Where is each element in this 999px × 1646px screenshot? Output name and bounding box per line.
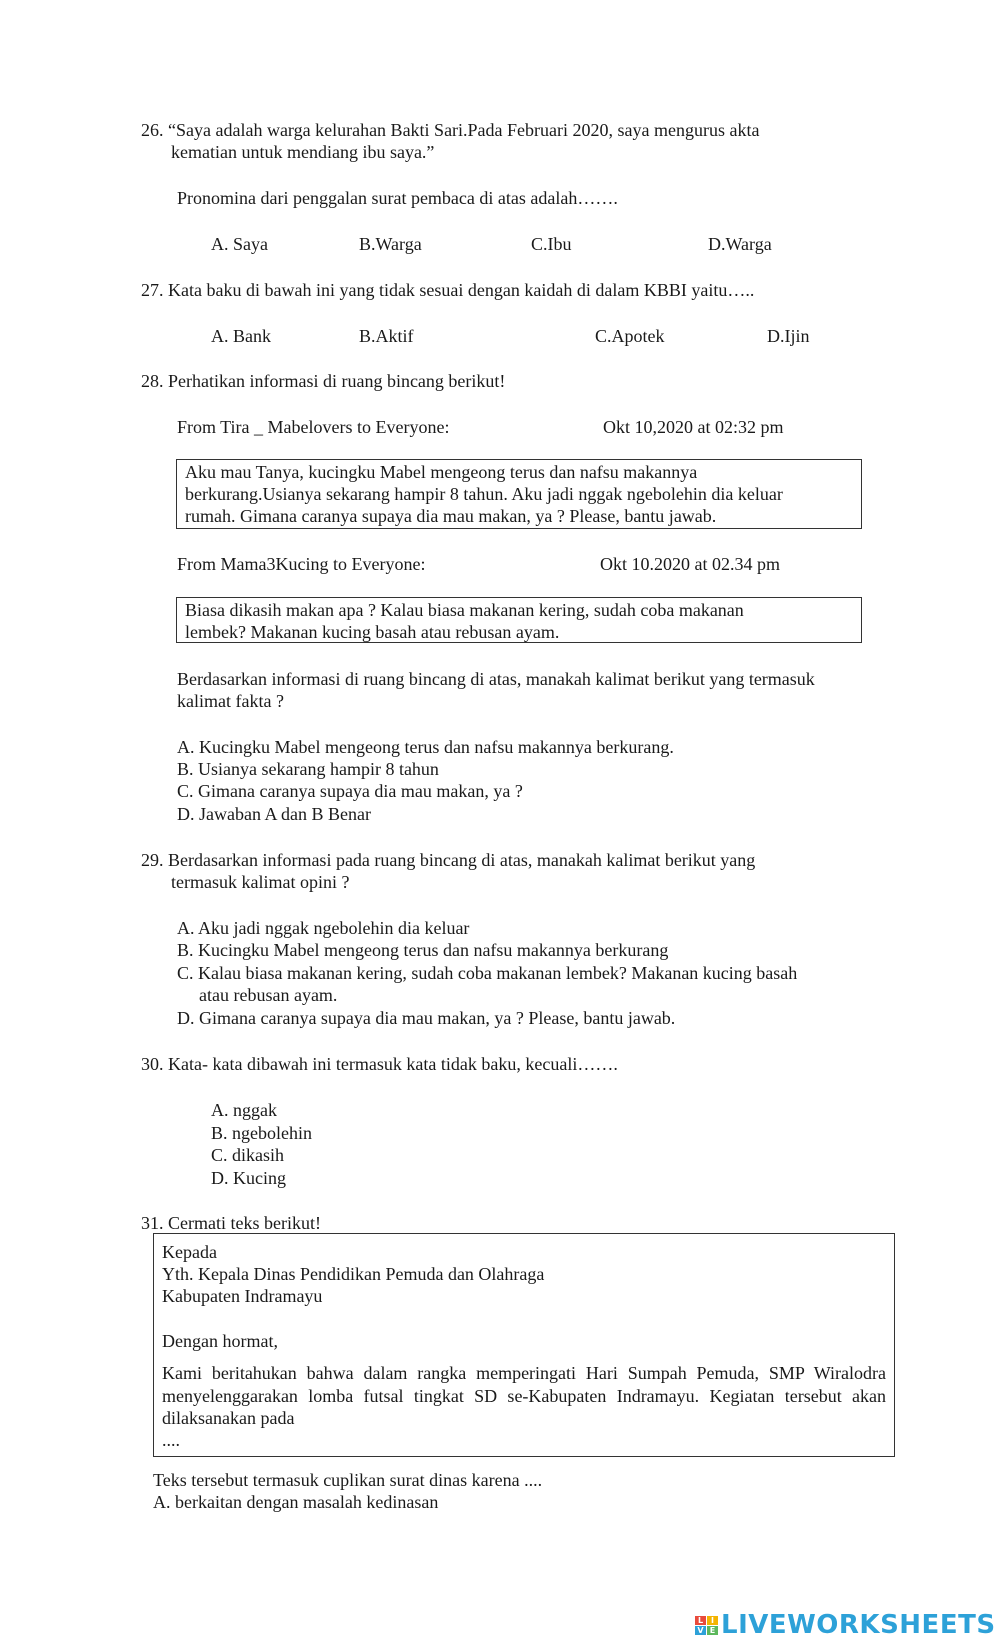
q26-line1: 26. “Saya adalah warga kelurahan Bakti Sari.Pada Februari 2020, saya mengurus akta bbox=[141, 120, 760, 140]
q30-option-a[interactable]: A. nggak bbox=[211, 1100, 277, 1120]
q26-line2: kematian untuk mendiang ibu saya.” bbox=[171, 142, 435, 162]
q29-option-b[interactable]: B. Kucingku Mabel mengeong terus dan nafsu makannya berkurang bbox=[177, 940, 669, 960]
q27-option-c[interactable]: C.Apotek bbox=[595, 326, 665, 346]
q29-option-d[interactable]: D. Gimana caranya supaya dia mau makan, ya ? Please, bantu jawab. bbox=[177, 1008, 676, 1028]
q26-prompt: Pronomina dari penggalan surat pembaca di atas adalah……. bbox=[177, 188, 618, 208]
letter-body: Kami beritahukan bahwa dalam rangka memperingati Hari Sumpah Pemuda, SMP Wiralodra menyelenggarakan lomba futsal tingkat SD se-Kabupaten Indramayu. Kegiatan tersebut akan dilaksanakan pada bbox=[162, 1363, 886, 1428]
liveworksheets-logo bbox=[695, 1610, 996, 1640]
q28-option-c[interactable]: C. Gimana caranya supaya dia mau makan, ya ? bbox=[177, 781, 523, 801]
letter-greeting: Dengan hormat, bbox=[162, 1331, 278, 1351]
q28-prompt-line1: Berdasarkan informasi di ruang bincang di atas, manakah kalimat berikut yang termasuk bbox=[177, 669, 815, 689]
q28-prompt-line2: kalimat fakta ? bbox=[177, 691, 284, 711]
letter-kepada: Kepada bbox=[162, 1242, 217, 1262]
q29-option-c-cont: atau rebusan ayam. bbox=[199, 985, 338, 1005]
q27-option-b[interactable]: B.Aktif bbox=[359, 326, 414, 346]
chat2-message-box bbox=[176, 597, 862, 643]
q30-option-c[interactable]: C. dikasih bbox=[211, 1145, 285, 1165]
q28-option-a[interactable]: A. Kucingku Mabel mengeong terus dan nafsu makannya berkurang. bbox=[177, 737, 674, 757]
q31-text: 31. Cermati teks berikut! bbox=[141, 1213, 321, 1233]
q29-line1: 29. Berdasarkan informasi pada ruang bincang di atas, manakah kalimat berikut yang bbox=[141, 850, 756, 870]
chat1-line1: Aku mau Tanya, kucingku Mabel mengeong terus dan nafsu makannya bbox=[185, 462, 698, 482]
logo-text: LIVEWORKSHEETS bbox=[721, 1610, 996, 1640]
q29-option-a[interactable]: A. Aku jadi nggak ngebolehin dia keluar bbox=[177, 918, 470, 938]
chat2-time: Okt 10.2020 at 02.34 pm bbox=[600, 554, 780, 574]
q31-option-a[interactable]: A. berkaitan dengan masalah kedinasan bbox=[153, 1492, 439, 1512]
letter-ellipsis: .... bbox=[162, 1430, 180, 1450]
q26-option-a[interactable]: A. Saya bbox=[211, 234, 268, 254]
q28-option-d[interactable]: D. Jawaban A dan B Benar bbox=[177, 804, 371, 824]
q29-option-c[interactable]: C. Kalau biasa makanan kering, sudah coba makanan lembek? Makanan kucing basah bbox=[177, 963, 798, 983]
q30-text: 30. Kata- kata dibawah ini termasuk kata tidak baku, kecuali……. bbox=[141, 1054, 618, 1074]
q27-text: 27. Kata baku di bawah ini yang tidak sesuai dengan kaidah di dalam KBBI yaitu….. bbox=[141, 280, 755, 300]
q27-option-a[interactable]: A. Bank bbox=[211, 326, 271, 346]
letter-recipient: Yth. Kepala Dinas Pendidikan Pemuda dan Olahraga bbox=[162, 1264, 545, 1284]
q26-option-d[interactable]: D.Warga bbox=[708, 234, 772, 254]
chat2-line1: Biasa dikasih makan apa ? Kalau biasa makanan kering, sudah coba makanan bbox=[185, 600, 744, 620]
letter-location: Kabupaten Indramayu bbox=[162, 1286, 323, 1306]
chat2-line2: lembek? Makanan kucing basah atau rebusan ayam. bbox=[185, 622, 560, 642]
chat1-from: From Tira _ Mabelovers to Everyone: bbox=[177, 417, 450, 437]
q30-option-d[interactable]: D. Kucing bbox=[211, 1168, 286, 1188]
chat1-line3: rumah. Gimana caranya supaya dia mau makan, ya ? Please, bantu jawab. bbox=[185, 506, 717, 526]
chat2-from: From Mama3Kucing to Everyone: bbox=[177, 554, 426, 574]
q28-option-b[interactable]: B. Usianya sekarang hampir 8 tahun bbox=[177, 759, 439, 779]
q31-prompt: Teks tersebut termasuk cuplikan surat dinas karena .... bbox=[153, 1470, 543, 1490]
chat1-message-box bbox=[176, 459, 862, 529]
q29-line2: termasuk kalimat opini ? bbox=[171, 872, 350, 892]
q26-option-c[interactable]: C.Ibu bbox=[531, 234, 572, 254]
q27-option-d[interactable]: D.Ijin bbox=[767, 326, 810, 346]
q28-text: 28. Perhatikan informasi di ruang bincang berikut! bbox=[141, 371, 506, 391]
letter-box bbox=[153, 1233, 895, 1457]
chat1-time: Okt 10,2020 at 02:32 pm bbox=[603, 417, 784, 437]
chat1-line2: berkurang.Usianya sekarang hampir 8 tahun. Aku jadi nggak ngebolehin dia keluar bbox=[185, 484, 783, 504]
q30-option-b[interactable]: B. ngebolehin bbox=[211, 1123, 312, 1143]
liveworksheets-logo-icon: L I V E bbox=[695, 1616, 718, 1635]
q26-option-b[interactable]: B.Warga bbox=[359, 234, 422, 254]
